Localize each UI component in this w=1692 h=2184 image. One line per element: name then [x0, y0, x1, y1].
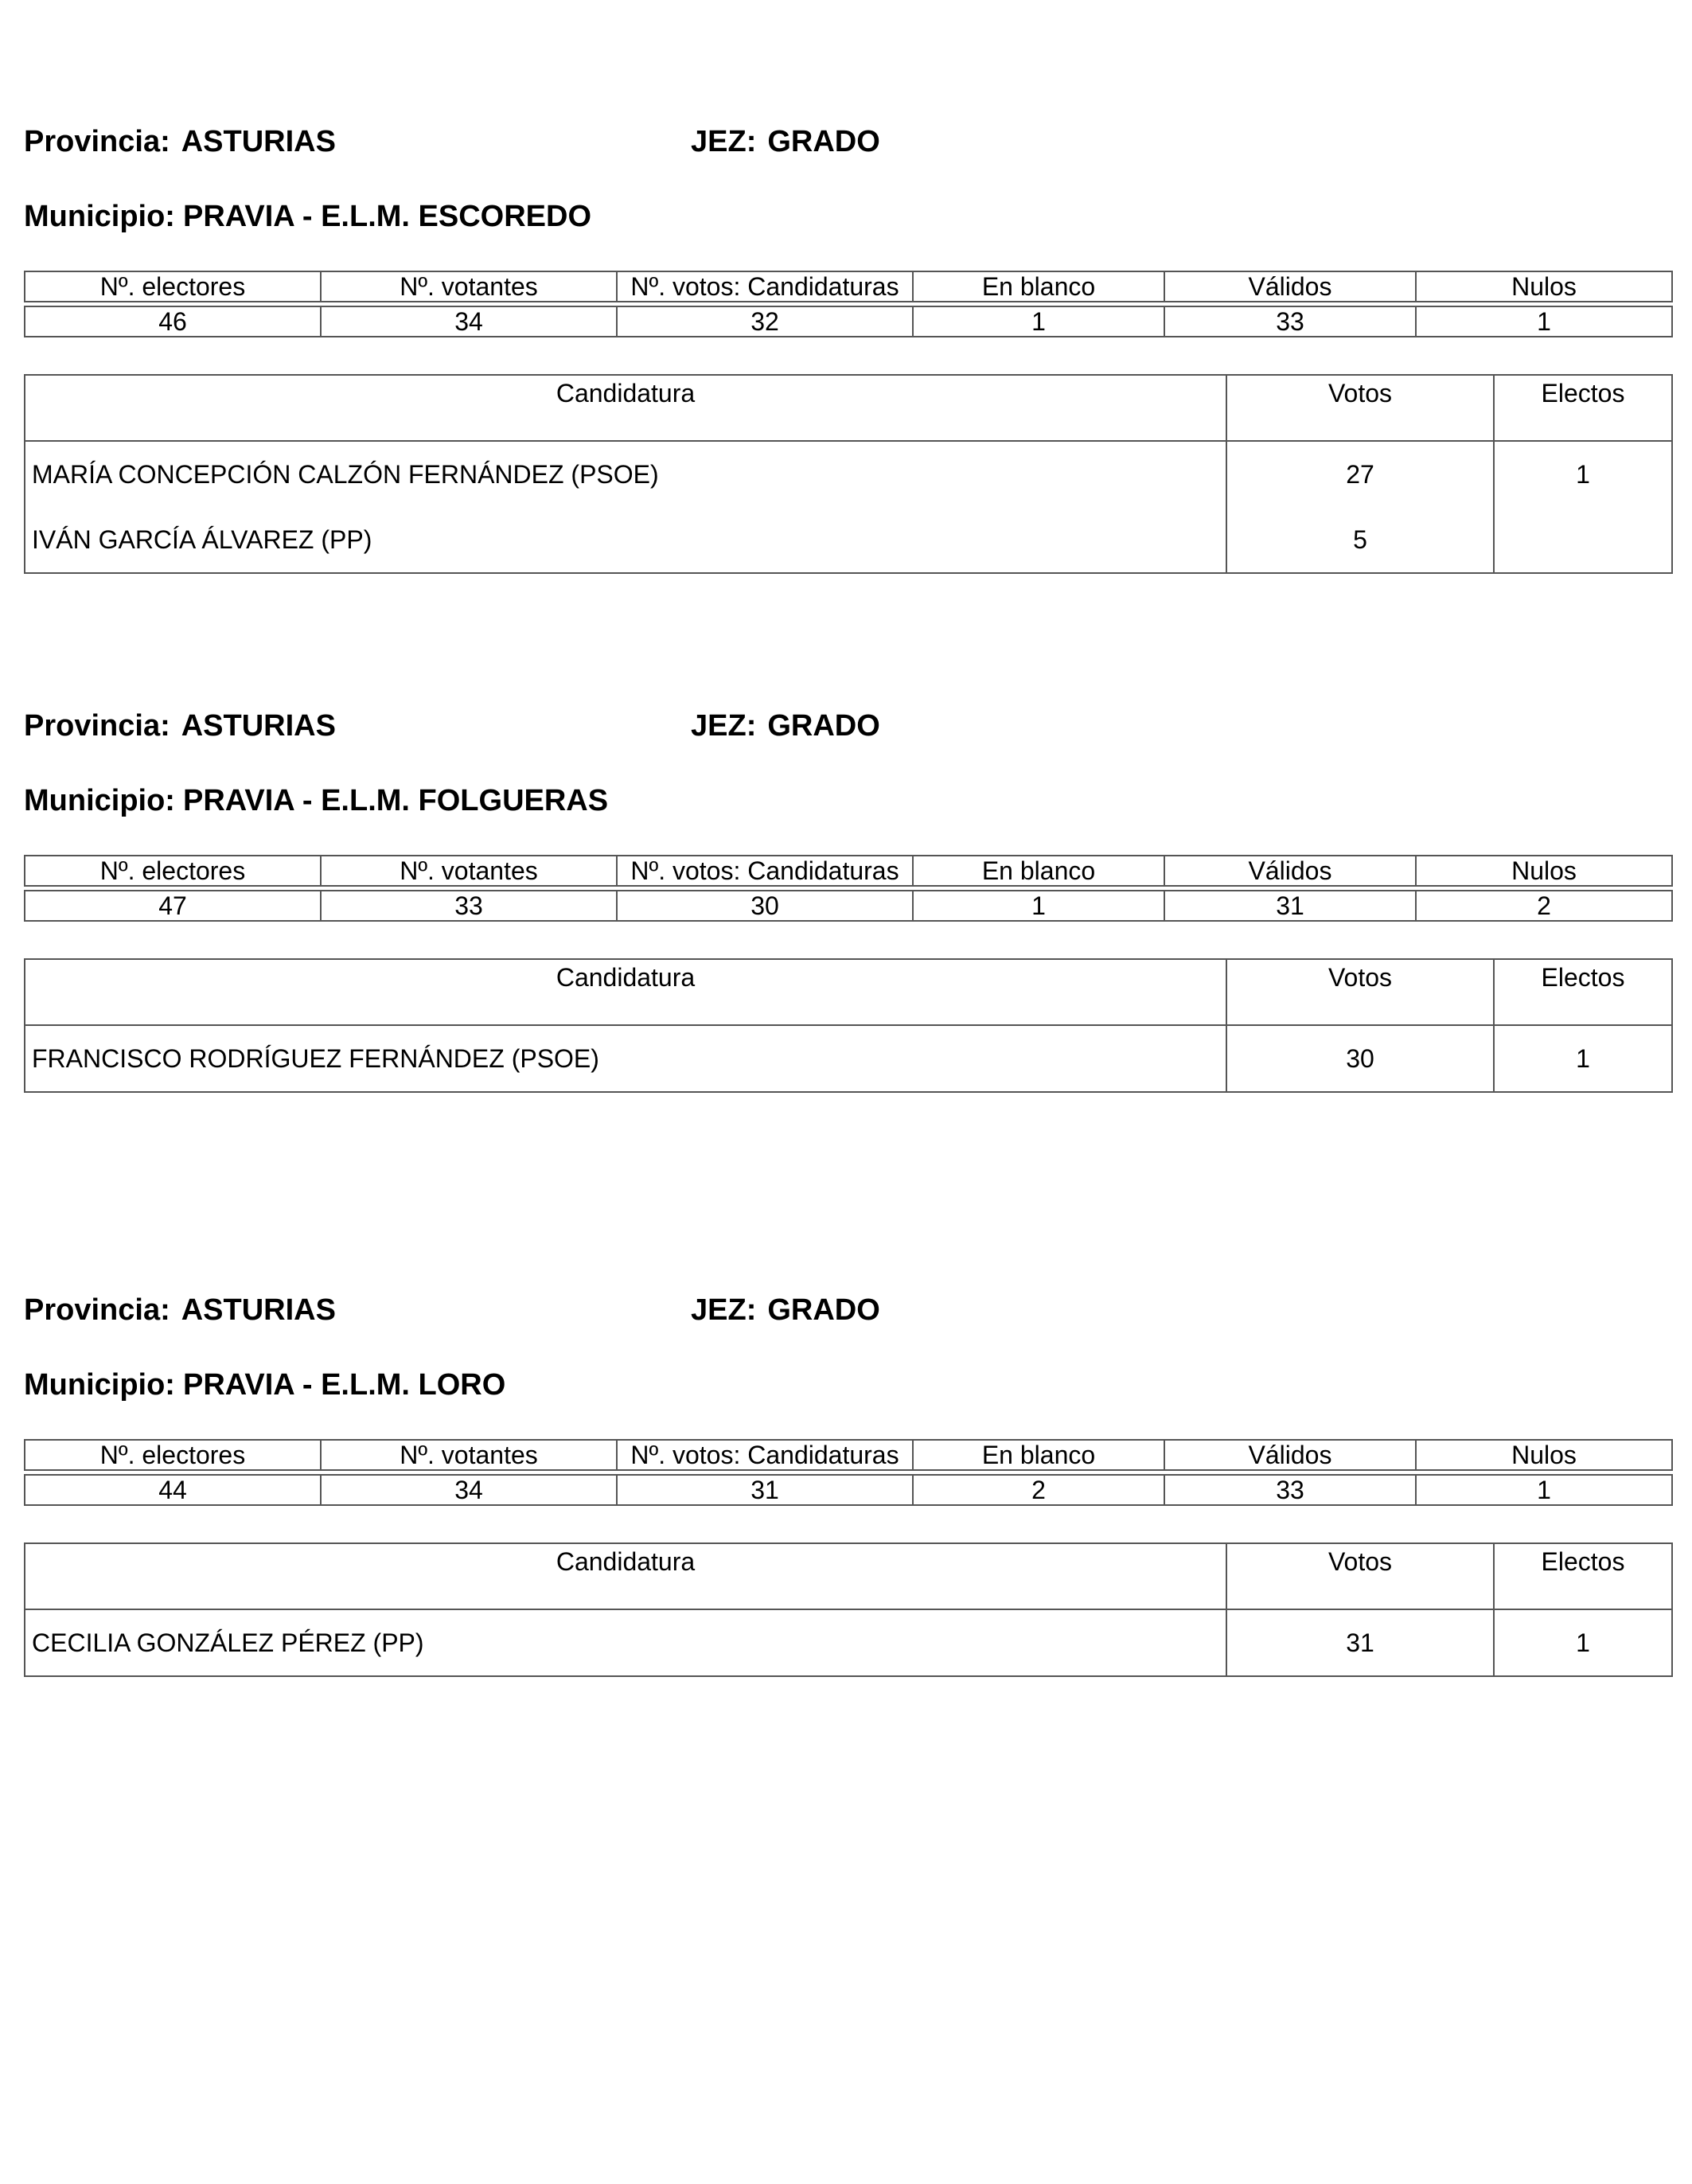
municipio-label: Municipio: [24, 784, 175, 817]
jez-label: JEZ: [691, 1293, 757, 1327]
candidate-electos [1494, 507, 1672, 573]
candidates-header-row [25, 375, 1672, 441]
candidate-name: MARÍA CONCEPCIÓN CALZÓN FERNÁNDEZ (PSOE) [25, 441, 1226, 507]
stats-value-row [25, 891, 1672, 921]
stats-header-electores: Nº. electores [25, 856, 321, 886]
candidate-row [25, 1609, 1672, 1676]
stats-value-validos: 33 [1164, 306, 1416, 337]
stats-header-row [25, 1440, 1672, 1470]
stats-value-electores: 46 [25, 306, 321, 337]
stats-value-votantes: 34 [321, 306, 617, 337]
candidates-header-candidatura: Candidatura [25, 375, 1226, 441]
stats-value-nulos: 1 [1416, 1475, 1672, 1505]
candidates-header-row [25, 1543, 1672, 1609]
provincia-value: ASTURIAS [181, 709, 336, 743]
candidates-header-votos: Votos [1226, 959, 1494, 1025]
stats-value-electores: 44 [25, 1475, 321, 1505]
stats-header-votantes: Nº. votantes [321, 1440, 617, 1470]
candidate-row [25, 507, 1672, 573]
stats-header-candidaturas: Nº. votos: Candidaturas [617, 1440, 913, 1470]
jez-line [691, 708, 880, 743]
stats-header-electores: Nº. electores [25, 271, 321, 302]
candidates-table [24, 1542, 1673, 1677]
provincia-label: Provincia: [24, 709, 170, 743]
candidate-row [25, 441, 1672, 507]
provincia-label: Provincia: [24, 1293, 170, 1327]
candidates-header-candidatura: Candidatura [25, 1543, 1226, 1609]
provincia-value: ASTURIAS [181, 125, 336, 158]
stats-header-electores: Nº. electores [25, 1440, 321, 1470]
candidate-votos: 30 [1226, 1025, 1494, 1092]
municipio-value: PRAVIA - E.L.M. ESCOREDO [182, 200, 592, 233]
municipio-line [24, 199, 591, 234]
section-loro [24, 1293, 1671, 1683]
candidates-header-row [25, 959, 1672, 1025]
municipio-value: PRAVIA - E.L.M. FOLGUERAS [182, 784, 609, 817]
provincia-label: Provincia: [24, 125, 170, 158]
jez-value: GRADO [767, 709, 880, 743]
candidate-name: FRANCISCO RODRÍGUEZ FERNÁNDEZ (PSOE) [25, 1025, 1226, 1092]
stats-header-candidaturas: Nº. votos: Candidaturas [617, 271, 913, 302]
jez-label: JEZ: [691, 709, 757, 743]
stats-value-electores: 47 [25, 891, 321, 921]
stats-value-candidaturas: 31 [617, 1475, 913, 1505]
section-folgueras [24, 708, 1671, 1098]
municipio-value: PRAVIA - E.L.M. LORO [182, 1368, 506, 1402]
stats-header-row [25, 856, 1672, 886]
stats-table [24, 1439, 1673, 1506]
stats-header-blanco: En blanco [913, 1440, 1164, 1470]
stats-value-blanco: 1 [913, 306, 1164, 337]
candidates-table [24, 958, 1673, 1093]
stats-header-votantes: Nº. votantes [321, 271, 617, 302]
candidate-name: IVÁN GARCÍA ÁLVAREZ (PP) [25, 507, 1226, 573]
stats-header-blanco: En blanco [913, 271, 1164, 302]
candidates-header-votos: Votos [1226, 375, 1494, 441]
stats-value-validos: 31 [1164, 891, 1416, 921]
candidates-header-electos: Electos [1494, 959, 1672, 1025]
municipio-label: Municipio: [24, 1368, 175, 1402]
stats-value-votantes: 33 [321, 891, 617, 921]
municipio-line [24, 783, 608, 818]
provincia-value: ASTURIAS [181, 1293, 336, 1327]
stats-value-validos: 33 [1164, 1475, 1416, 1505]
jez-line [691, 1293, 880, 1328]
municipio-line [24, 1367, 505, 1402]
provincia-line [24, 708, 336, 743]
stats-value-candidaturas: 30 [617, 891, 913, 921]
candidates-header-electos: Electos [1494, 1543, 1672, 1609]
candidate-votos: 5 [1226, 507, 1494, 573]
stats-header-row [25, 271, 1672, 302]
candidate-electos: 1 [1494, 1025, 1672, 1092]
stats-header-validos: Válidos [1164, 856, 1416, 886]
stats-header-validos: Válidos [1164, 271, 1416, 302]
stats-header-candidaturas: Nº. votos: Candidaturas [617, 856, 913, 886]
stats-value-candidaturas: 32 [617, 306, 913, 337]
candidate-row [25, 1025, 1672, 1092]
candidate-electos: 1 [1494, 441, 1672, 507]
candidate-votos: 31 [1226, 1609, 1494, 1676]
section-escoredo [24, 124, 1671, 578]
candidate-name: CECILIA GONZÁLEZ PÉREZ (PP) [25, 1609, 1226, 1676]
jez-value: GRADO [767, 1293, 880, 1327]
stats-table [24, 271, 1673, 337]
stats-value-nulos: 2 [1416, 891, 1672, 921]
provincia-line [24, 124, 336, 159]
municipio-label: Municipio: [24, 200, 175, 233]
jez-line [691, 124, 880, 159]
candidates-header-candidatura: Candidatura [25, 959, 1226, 1025]
stats-value-votantes: 34 [321, 1475, 617, 1505]
stats-header-nulos: Nulos [1416, 271, 1672, 302]
jez-value: GRADO [767, 125, 880, 158]
candidates-header-electos: Electos [1494, 375, 1672, 441]
stats-table [24, 855, 1673, 922]
stats-value-row [25, 306, 1672, 337]
stats-value-blanco: 2 [913, 1475, 1164, 1505]
stats-value-row [25, 1475, 1672, 1505]
candidates-header-votos: Votos [1226, 1543, 1494, 1609]
stats-header-blanco: En blanco [913, 856, 1164, 886]
stats-header-votantes: Nº. votantes [321, 856, 617, 886]
jez-label: JEZ: [691, 125, 757, 158]
provincia-line [24, 1293, 336, 1328]
candidate-electos: 1 [1494, 1609, 1672, 1676]
stats-value-blanco: 1 [913, 891, 1164, 921]
stats-header-nulos: Nulos [1416, 1440, 1672, 1470]
candidates-table [24, 374, 1673, 574]
candidate-votos: 27 [1226, 441, 1494, 507]
stats-header-nulos: Nulos [1416, 856, 1672, 886]
stats-header-validos: Válidos [1164, 1440, 1416, 1470]
stats-value-nulos: 1 [1416, 306, 1672, 337]
